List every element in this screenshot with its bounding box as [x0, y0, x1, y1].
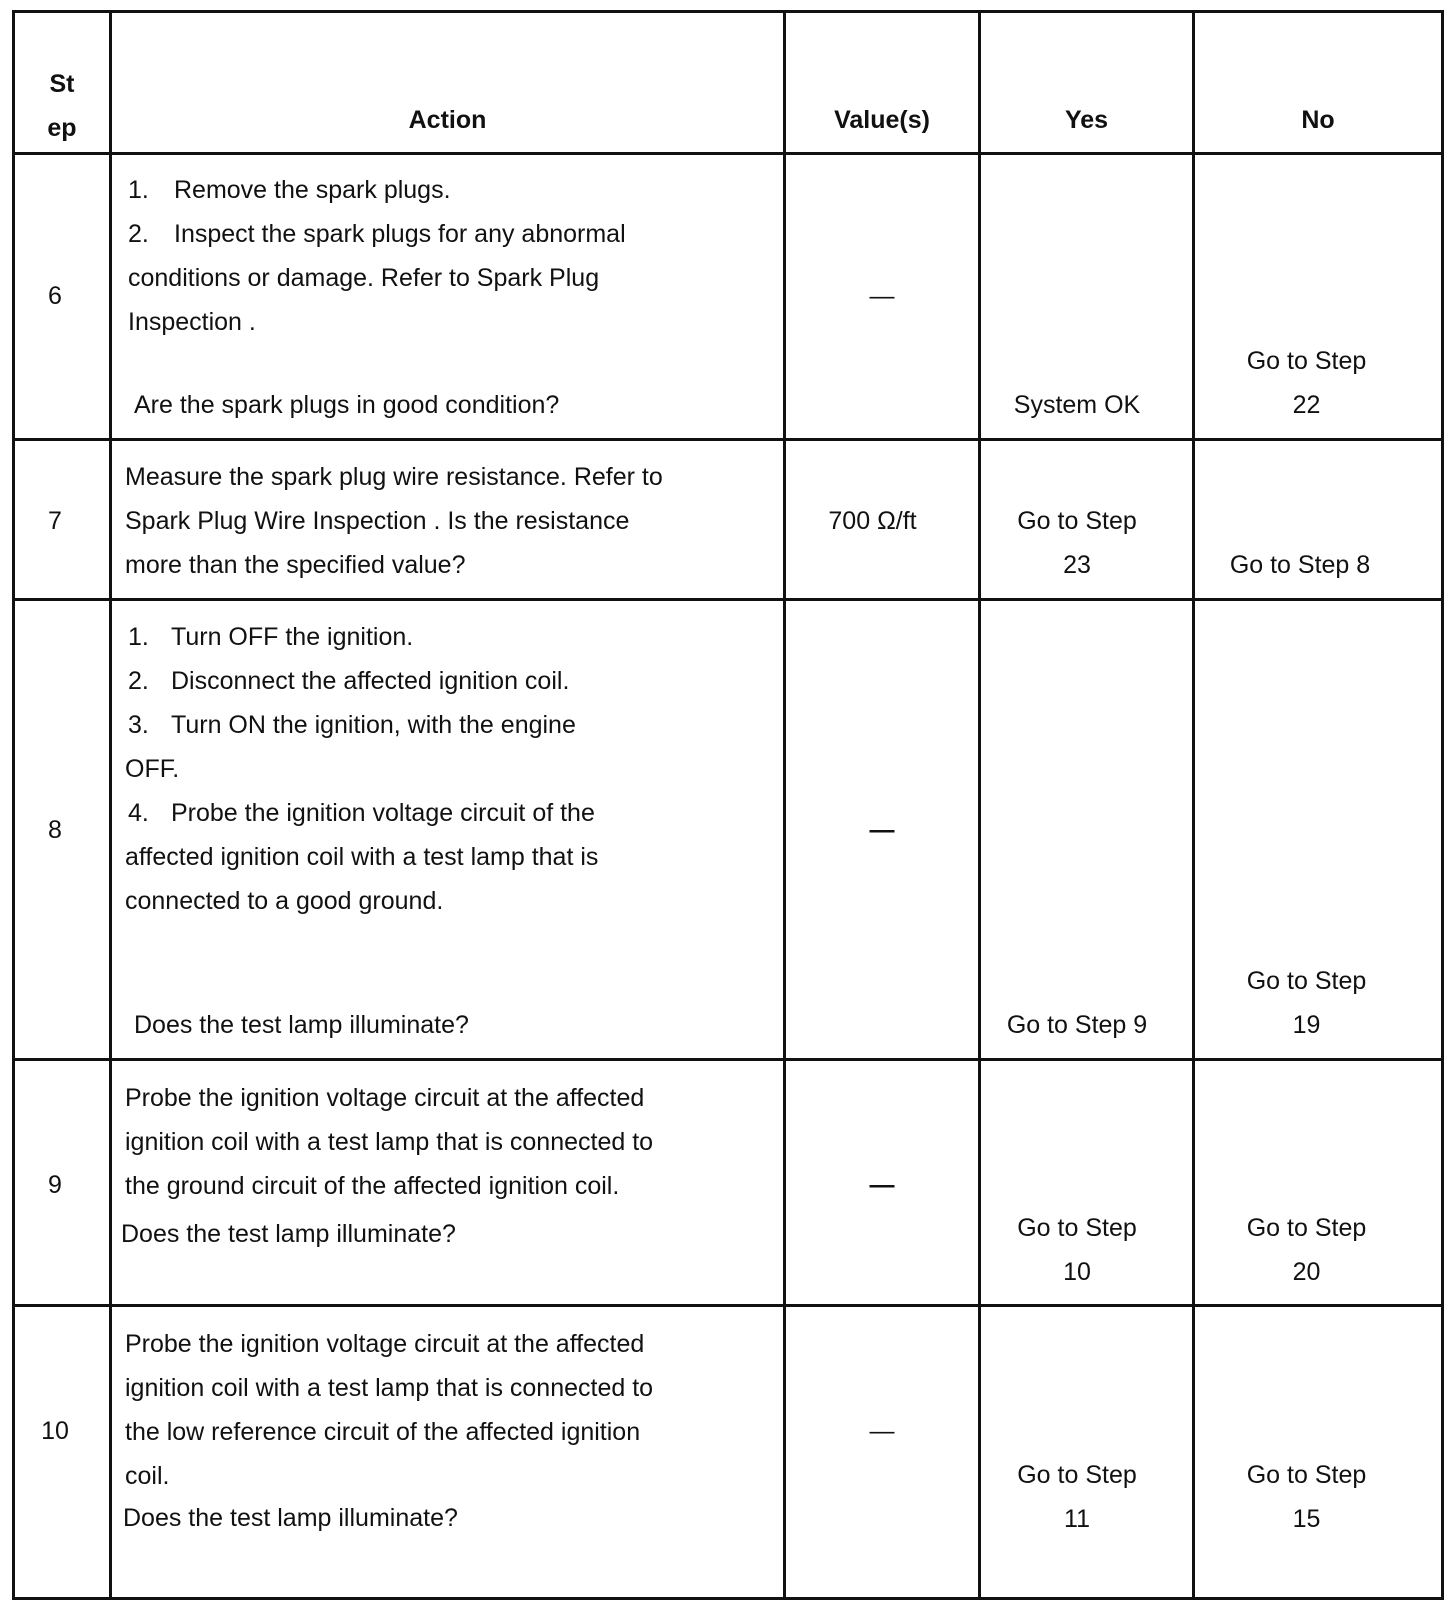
row-divider — [12, 1058, 1444, 1061]
no-line: 22 — [1292, 391, 1321, 419]
action-question: Does the test lamp illuminate? — [123, 1504, 458, 1532]
header-step-line2: ep — [47, 114, 77, 142]
header-no: No — [1301, 106, 1335, 134]
item-text: Remove the spark plugs. — [174, 176, 451, 204]
action-text — [125, 455, 663, 587]
yes-line: Go to Step — [1017, 1214, 1137, 1242]
list-item — [125, 703, 598, 747]
item-text: Inspect the spark plugs for any abnormal — [174, 220, 626, 248]
step-number: 8 — [48, 816, 62, 844]
yes-cell — [981, 499, 1173, 587]
value-cell: — — [869, 816, 895, 844]
item-number: 4. — [128, 799, 149, 827]
no-line: 20 — [1292, 1258, 1321, 1286]
column-divider — [783, 10, 786, 1600]
action-line: more than the specified value? — [125, 551, 466, 579]
yes-cell: System OK — [1013, 391, 1141, 419]
step-number: 7 — [48, 507, 62, 535]
table-border-bottom — [12, 1597, 1444, 1600]
no-line: Go to Step — [1246, 967, 1367, 995]
yes-cell: Go to Step 9 — [1006, 1011, 1148, 1039]
action-line: OFF. — [125, 755, 180, 783]
item-number: 3. — [128, 711, 149, 739]
list-item — [128, 212, 626, 256]
no-cell — [1195, 959, 1418, 1047]
action-line: Spark Plug Wire Inspection . Is the resistance — [125, 507, 630, 535]
item-number: 2. — [128, 220, 149, 248]
value-cell: — — [869, 282, 895, 310]
no-cell — [1195, 1206, 1418, 1294]
action-line: the low reference circuit of the affected ignition — [125, 1418, 641, 1446]
item-text: Turn ON the ignition, with the engine — [171, 711, 576, 739]
list-item — [128, 168, 626, 212]
action-line: connected to a good ground. — [125, 887, 444, 915]
no-cell — [1195, 339, 1418, 427]
no-cell — [1195, 1453, 1418, 1541]
action-line: Inspection . — [128, 308, 256, 336]
action-line: Probe the ignition voltage circuit at the affected — [125, 1330, 645, 1358]
yes-line: 23 — [1063, 551, 1091, 579]
item-number: 1. — [128, 623, 149, 651]
yes-line: Go to Step — [1017, 1461, 1137, 1489]
yes-line: Go to Step — [1017, 507, 1137, 535]
action-question: Does the test lamp illuminate? — [121, 1220, 456, 1248]
action-line: ignition coil with a test lamp that is connected to — [125, 1128, 654, 1156]
item-text: Probe the ignition voltage circuit of the — [171, 799, 595, 827]
action-text — [128, 168, 626, 344]
action-line: Measure the spark plug wire resistance. Refer to — [125, 463, 663, 491]
yes-cell — [981, 1206, 1173, 1294]
action-line: Probe the ignition voltage circuit at the affected — [125, 1084, 645, 1112]
header-values: Value(s) — [834, 106, 930, 134]
value-cell: — — [869, 1417, 895, 1445]
row-divider — [12, 152, 1444, 155]
no-line: Go to Step — [1246, 347, 1367, 375]
action-text — [125, 1076, 653, 1208]
item-number: 2. — [128, 667, 149, 695]
no-cell: Go to Step 8 — [1229, 551, 1371, 579]
no-line: Go to Step — [1246, 1461, 1367, 1489]
value-cell: — — [869, 1171, 895, 1199]
yes-line: 10 — [1063, 1258, 1091, 1286]
no-line: 15 — [1292, 1505, 1321, 1533]
step-number: 9 — [48, 1171, 62, 1199]
step-number: 6 — [48, 282, 62, 310]
header-action: Action — [408, 106, 487, 134]
action-line: ignition coil with a test lamp that is connected to — [125, 1374, 654, 1402]
value-cell: 700 Ω/ft — [828, 507, 917, 535]
item-text: Disconnect the affected ignition coil. — [171, 667, 570, 695]
list-item — [125, 615, 598, 659]
column-divider — [978, 10, 981, 1600]
table-border-right — [1441, 10, 1444, 1600]
yes-line: 11 — [1064, 1505, 1090, 1533]
list-item — [125, 659, 598, 703]
item-text: Turn OFF the ignition. — [171, 623, 414, 651]
header-step-line1: St — [49, 70, 75, 98]
row-divider — [12, 438, 1444, 441]
header-yes: Yes — [1064, 106, 1109, 134]
no-line: 19 — [1292, 1011, 1321, 1039]
column-divider — [1192, 10, 1195, 1600]
action-question: Are the spark plugs in good condition? — [134, 391, 560, 419]
header-step — [15, 62, 109, 150]
column-divider — [109, 10, 112, 1600]
no-line: Go to Step — [1246, 1214, 1367, 1242]
table-border-top — [12, 10, 1444, 13]
row-divider — [12, 598, 1444, 601]
diagnostic-table — [12, 10, 1444, 1600]
item-number: 1. — [128, 176, 149, 204]
action-question: Does the test lamp illuminate? — [134, 1011, 469, 1039]
list-item — [125, 791, 598, 835]
step-number: 10 — [41, 1417, 69, 1445]
table-border-left — [12, 10, 15, 1600]
action-text — [125, 1322, 653, 1498]
action-line: the ground circuit of the affected ignition coil. — [125, 1172, 620, 1200]
yes-cell — [981, 1453, 1173, 1541]
action-line: coil. — [125, 1462, 170, 1490]
row-divider — [12, 1304, 1444, 1307]
action-text — [125, 615, 598, 923]
action-line: conditions or damage. Refer to Spark Plug — [128, 264, 600, 292]
action-line: affected ignition coil with a test lamp that is — [125, 843, 599, 871]
